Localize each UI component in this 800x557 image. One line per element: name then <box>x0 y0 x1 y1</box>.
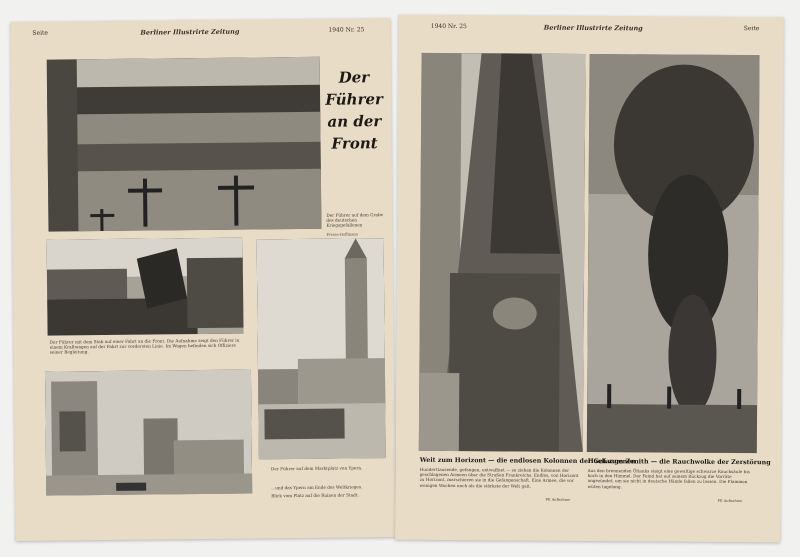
photo2-caption: Der Führer mit dem Stab auf einer Fahrt an die Front. Die Aufnahme zeigt den Führer in einem Kraftwagen auf der Fahrt zur vordersten Linie. Im Wagen befinden sich Offiziere seiner Begleitung. <box>49 337 240 356</box>
right-page-number: Seite <box>743 25 760 33</box>
right-page <box>395 15 784 543</box>
article-headline <box>321 66 388 155</box>
right-issue: 1940 Nr. 25 <box>430 22 467 31</box>
photo-cloth-hall-tower <box>257 238 386 459</box>
left-photo-credit: PK Aufnahme <box>545 497 571 502</box>
photo4-caption-3: Blick vom Platz auf die Ruinen der Stadt. <box>271 492 359 499</box>
headline-line-2: Führer <box>325 90 383 109</box>
headline-line-1: Der <box>338 68 370 87</box>
left-photo-caption: Hunderttausende, gefangen, entwaffnet — so ziehen die Kolonnen der geschlagenen Armeen über die Straßen Frankreichs. Endlos, von Horizont zu Horizont, marschieren sie in die Gefangenschaft. Eine Armee, die vor wenigen Wochen noch als die stärkste der Welt galt. <box>419 466 579 489</box>
right-photo-caption: Aus den brennenden Öltanks steigt eine gewaltige schwarze Rauchsäule bis hoch in den Himmel. Der Feind hat auf seinem Rückzug die Vorräte angezündet, um sie nicht in deutsche Hände fallen zu lassen. Die Flammen wüten tagelang. <box>587 467 750 489</box>
right-photo-title: Hoch zum Zenith — die Rauchwolke der Zerstörung <box>587 457 771 467</box>
photo-ruins <box>45 370 252 496</box>
photo1-caption: Der Führer auf dem Grabe des deutschen Kriegsgefallenen <box>326 212 384 229</box>
photo-prisoner-columns <box>419 53 586 452</box>
right-photo-credit: PK Aufnahme <box>717 498 743 504</box>
headline-line-3: an der <box>327 112 382 131</box>
photo-smoke-column <box>587 54 760 453</box>
left-paper-name: Berliner Illustrirte Zeitung <box>140 27 240 37</box>
headline-line-4: Front <box>331 134 378 153</box>
left-photo-title: Weit zum Horizont — die endlosen Kolonnen der Gefangenen <box>419 456 636 466</box>
right-paper-name: Berliner Illustrirte Zeitung <box>543 23 643 33</box>
photo-trench-soldiers <box>47 57 322 232</box>
left-issue: 1940 Nr. 25 <box>328 26 365 34</box>
photo1-credit: Presse-Hoffmann <box>326 232 358 237</box>
left-page-number: Seite <box>32 29 48 37</box>
photo4-caption: Der Führer auf dem Marktplatz von Ypern. <box>270 465 363 472</box>
photo-car <box>47 238 244 336</box>
left-page <box>10 18 395 541</box>
photo4-caption-2: ...und das Ypern am Ende des Weltkrieges. <box>271 484 363 491</box>
